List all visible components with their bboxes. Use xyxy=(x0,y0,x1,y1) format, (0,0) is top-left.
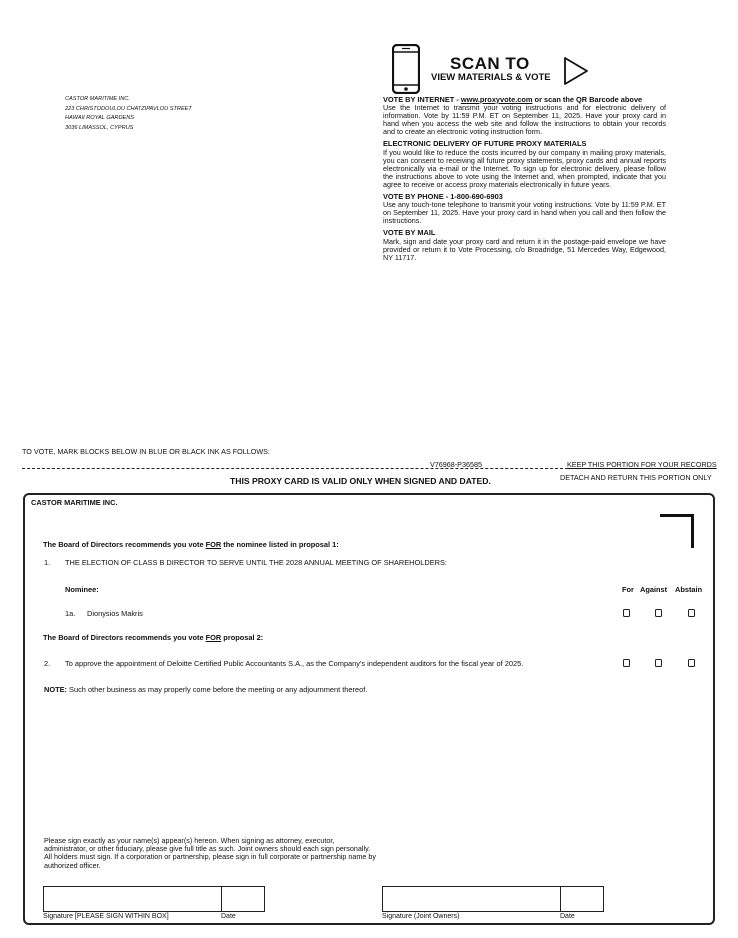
detach-line xyxy=(22,468,568,469)
proposal-2-against-checkbox[interactable] xyxy=(655,659,662,667)
corner-mark xyxy=(660,514,694,548)
joint-date-box[interactable] xyxy=(560,886,604,912)
rec2-suffix: proposal 2: xyxy=(221,633,264,642)
nominee-number: 1a. xyxy=(65,609,76,618)
play-arrow-icon xyxy=(562,56,590,86)
valid-notice: THIS PROXY CARD IS VALID ONLY WHEN SIGNED AND DATED. xyxy=(230,476,491,486)
address-line: 223 CHRISTODOULOU CHATZIPAVLOU STREET xyxy=(65,105,192,112)
date-box[interactable] xyxy=(221,886,265,912)
internet-heading-prefix: VOTE BY INTERNET - xyxy=(383,95,461,104)
return-address xyxy=(65,95,192,133)
phone-icon xyxy=(392,44,420,94)
joint-signature-label: Signature (Joint Owners) xyxy=(382,913,460,920)
signature-label: Signature [PLEASE SIGN WITHIN BOX] xyxy=(43,913,169,920)
mail-heading: VOTE BY MAIL xyxy=(383,228,436,238)
rec1-suffix: the nominee listed in proposal 1: xyxy=(221,540,339,549)
signing-instructions: Please sign exactly as your name(s) appear(s) hereon. When signing as attorney, executor, administrator, or other fiduciary, please give full title as such. Joint owners should each sign personally. All holders must sign. If a corporation or partnership, please sign in full corporate or partnership name by authorized officer. xyxy=(44,836,376,870)
proposal-2-for-checkbox[interactable] xyxy=(623,659,630,667)
proposal-1-text: THE ELECTION OF CLASS B DIRECTOR TO SERVE UNTIL THE 2028 ANNUAL MEETING OF SHAREHOLDERS: xyxy=(65,558,447,567)
scan-subtitle: VIEW MATERIALS & VOTE xyxy=(431,72,551,83)
address-line: CASTOR MARITIME INC. xyxy=(65,96,130,102)
nominee-name: Dionysios Makris xyxy=(87,609,143,618)
signature-box[interactable] xyxy=(43,886,222,912)
rec1-prefix: The Board of Directors recommends you vote xyxy=(43,540,206,549)
control-number: V76968-P36585 xyxy=(430,460,482,469)
proposal-2-abstain-checkbox[interactable] xyxy=(688,659,695,667)
ink-instructions: TO VOTE, MARK BLOCKS BELOW IN BLUE OR BLACK INK AS FOLLOWS: xyxy=(22,447,270,456)
edelivery-body: If you would like to reduce the costs incurred by our company in mailing proxy materials, you can consent to receiving all future proxy statements, proxy cards and annual reports electronically via e-mail or the Internet. To sign up for electronic delivery, please follow the instructions above to vote using the Internet and, when prompted, indicate that you agree to receive or access proxy materials electronically in future years. xyxy=(383,147,666,189)
keep-portion-label: KEEP THIS PORTION FOR YOUR RECORDS xyxy=(567,460,717,469)
card-company-name: CASTOR MARITIME INC. xyxy=(31,498,118,507)
rec1-for: FOR xyxy=(205,540,222,549)
nominee-abstain-checkbox[interactable] xyxy=(688,609,695,617)
edelivery-heading: ELECTRONIC DELIVERY OF FUTURE PROXY MATERIALS xyxy=(383,139,587,149)
rec2-for: FOR xyxy=(205,633,222,642)
phone-body: Use any touch-tone telephone to transmit your voting instructions. Vote by 11:59 P.M. ET on September 11, 2025. Have your proxy card in hand when you call and then follow the instructions. xyxy=(383,200,666,226)
address-line: HAWAII ROYAL GARDENS xyxy=(65,115,135,122)
internet-body: Use the Internet to transmit your voting instructions and for electronic delivery of information. Vote by 11:59 P.M. ET on September 11, 2025. Have your proxy card in hand when you access the web site and follow the instructions to obtain your records and to create an electronic voting instruction form. xyxy=(383,103,666,137)
voting-instructions xyxy=(383,96,666,266)
mail-body: Mark, sign and date your proxy card and return it in the postage-paid envelope we have provided or return it to Vote Processing, c/o Broadridge, 51 Mercedes Way, Edgewood, NY 11717. xyxy=(383,236,666,262)
col-abstain: Abstain xyxy=(675,585,703,594)
nominee-label: Nominee: xyxy=(65,585,99,594)
nominee-for-checkbox[interactable] xyxy=(623,609,630,617)
proxyvote-link[interactable]: www.proxyvote.com xyxy=(460,95,533,104)
board-recommendation-2 xyxy=(43,633,263,642)
col-for: For xyxy=(622,585,634,594)
board-recommendation-1 xyxy=(43,540,339,549)
scan-title: SCAN TO xyxy=(450,54,530,73)
note-text: Such other business as may properly come before the meeting or any adjournment thereof. xyxy=(67,685,368,694)
address-line: 3036 LIMASSOL, CYPRUS xyxy=(65,124,134,131)
internet-heading-suffix: or scan the QR Barcode above xyxy=(532,95,643,104)
joint-date-label: Date xyxy=(560,913,575,920)
proposal-2-number: 2. xyxy=(44,659,51,668)
joint-signature-box[interactable] xyxy=(382,886,561,912)
proposal-2-text: To approve the appointment of Deloitte Certified Public Accountants S.A., as the Company's independent auditors for the fiscal year of 2025. xyxy=(65,659,524,668)
date-label: Date xyxy=(221,913,236,920)
proposal-1-number: 1. xyxy=(44,558,51,567)
rec2-prefix: The Board of Directors recommends you vote xyxy=(43,633,206,642)
note-label: NOTE: xyxy=(44,685,67,694)
nominee-against-checkbox[interactable] xyxy=(655,609,662,617)
detach-portion-label: DETACH AND RETURN THIS PORTION ONLY xyxy=(560,473,712,482)
phone-heading: VOTE BY PHONE - 1-800-690-6903 xyxy=(383,192,503,202)
col-against: Against xyxy=(640,585,668,594)
note xyxy=(44,685,367,694)
